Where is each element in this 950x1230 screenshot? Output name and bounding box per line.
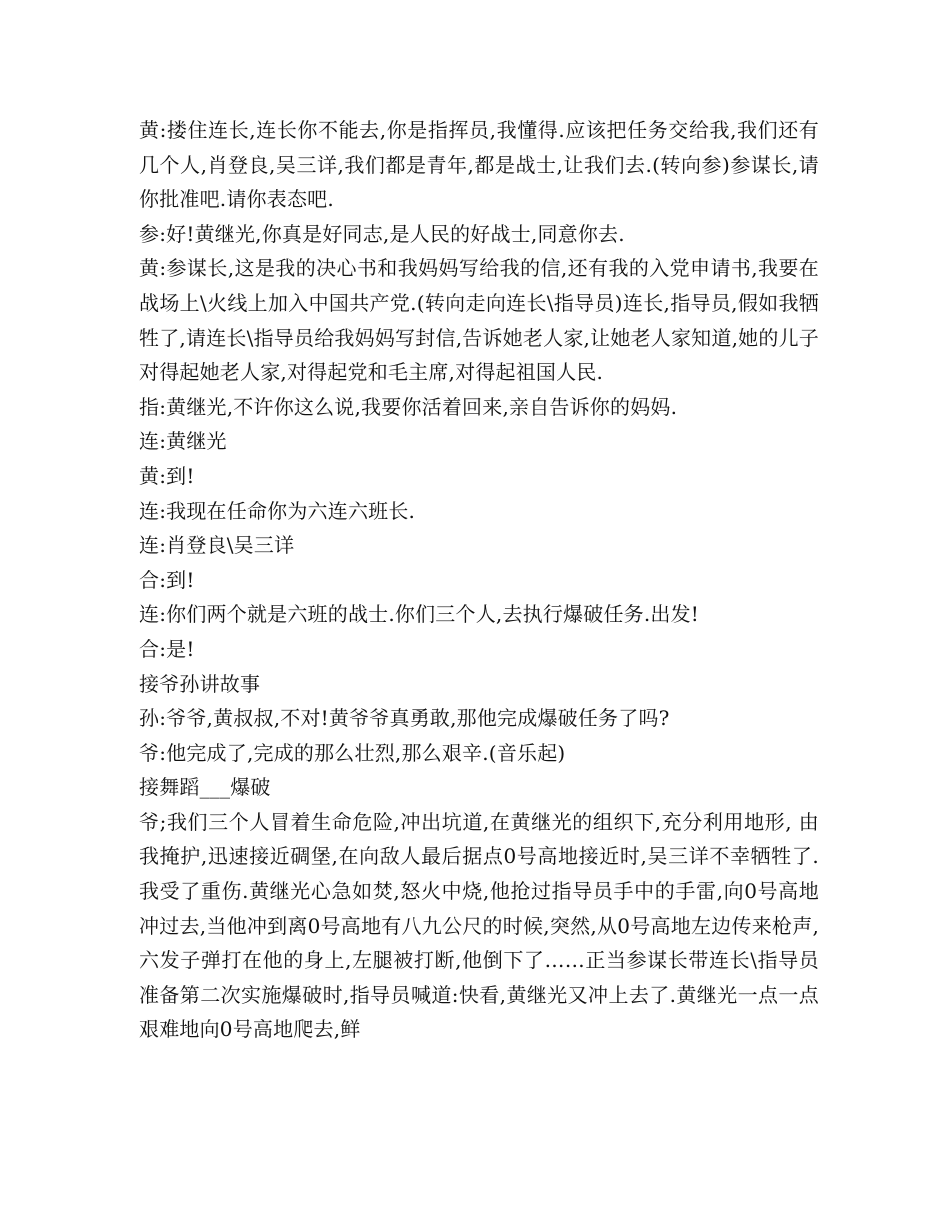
dialogue-line: 孙:爷爷,黄叔叔,不对!黄爷爷真勇敢,那他完成爆破任务了吗? [139,706,670,731]
narration-paragraph: 爷;我们三个人冒着生命危险,冲出坑道,在黄继光的组织下,充分利用地形, 由我掩护,迅速接近碉堡,在向敌人最后据点0号高地接近时,吴三详不幸牺牲了. 我受了重伤.黄继光心急如焚,怒火中烧,他抢过指导员手中的手雷,向0号高地冲过去,当他冲到离0号高地有八九公尺的时候,突然,从0号高地左边传来枪声,六发子弹打在他的身上,左腿被打断,他倒下了……正当参谋长带连长\指导员准备第二次实施爆破时,指导员喊道:快看,黄继光又冲上去了.黄继光一点一点艰难地向0号高地爬去,鲜 [139,809,819,1042]
dialogue-line: 连:我现在任命你为六连六班长. [139,498,416,523]
dialogue-line: 黄:搂住连长,连长你不能去,你是指挥员,我懂得.应该把任务交给我,我们还有几个人,肖登良,吴三详,我们都是青年,都是战士,让我们去.(转向参)参谋长,请你批准吧.请你表态吧. [139,118,819,212]
dialogue-line: 连:黄继光 [139,429,227,454]
scene-transition: 接爷孙讲故事 [139,671,261,696]
scene-transition: 接舞蹈___爆破 [139,775,271,800]
dialogue-line: 指:黄继光,不许你这么说,我要你活着回来,亲自告诉你的妈妈. [139,394,678,419]
dialogue-line: 合:到! [139,567,195,592]
dialogue-line: 爷:他完成了,完成的那么壮烈,那么艰辛.(音乐起) [139,740,566,765]
dialogue-line: 连:你们两个就是六班的战士.你们三个人,去执行爆破任务.出发! [139,602,700,627]
dialogue-line: 黄:参谋长,这是我的决心书和我妈妈写给我的信,还有我的入党申请书,我要在战场上\火线上加入中国共产党.(转向走向连长\指导员)连长,指导员,假如我牺牲了,请连长\指导员给我妈妈写封信,告诉她老人家,让她老人家知道,她的儿子对得起她老人家,对得起党和毛主席,对得起祖国人民. [139,256,819,385]
document-body [139,113,819,1047]
dialogue-line: 合:是! [139,636,195,661]
dialogue-line: 参:好!黄继光,你真是好同志,是人民的好战士,同意你去. [139,221,625,246]
dialogue-line: 黄:到! [139,463,195,488]
dialogue-line: 连:肖登良\吴三详 [139,533,295,558]
